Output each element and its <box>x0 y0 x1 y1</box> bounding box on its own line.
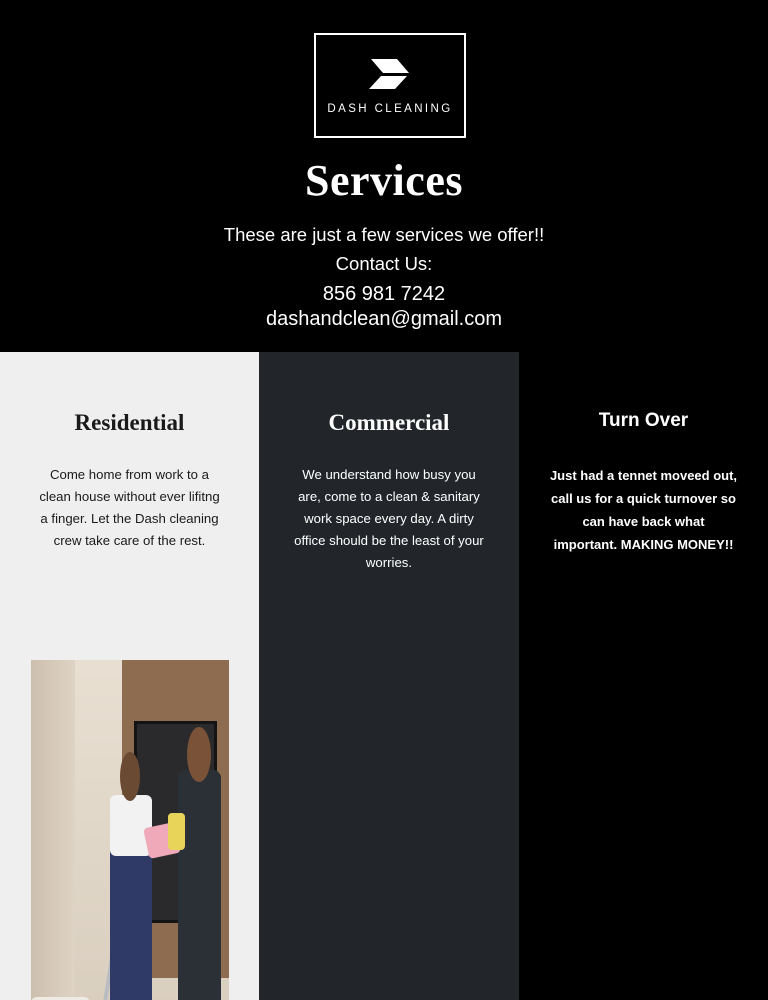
dash-arrow-mark-icon <box>367 57 413 91</box>
column-residential <box>0 352 259 1000</box>
services-columns <box>0 352 768 1000</box>
page-title: Services <box>305 156 463 205</box>
logo-box <box>314 33 466 138</box>
photo-residential <box>31 660 229 1000</box>
header-section <box>0 0 768 352</box>
column-body-turnover: Just had a tennet moveed out, call us for a quick turnover so can have back what important. MAKING MONEY!! <box>549 468 738 552</box>
column-commercial <box>259 352 519 1000</box>
logo-text: DASH CLEANING <box>327 102 453 115</box>
column-body-commercial: We understand how busy you are, come to a clean & sanitary work space every day. A dirty office should be the least of your worries. <box>294 467 484 570</box>
column-heading-turnover: Turn Over <box>598 410 689 431</box>
contact-email[interactable]: dashandclean@gmail.com <box>266 308 502 330</box>
contact-phone[interactable]: 856 981 7242 <box>322 283 446 305</box>
tagline: These are just a few services we offer!! <box>223 224 545 245</box>
contact-label: Contact Us: <box>335 253 433 274</box>
column-heading-commercial: Commercial <box>328 410 450 435</box>
photo-residential-scene <box>31 660 229 1000</box>
column-turnover <box>519 352 768 1000</box>
column-body-residential: Come home from work to a clean house without ever lifitng a finger. Let the Dash cleaning crew take care of the rest. <box>39 467 220 548</box>
column-heading-residential: Residential <box>74 410 185 435</box>
